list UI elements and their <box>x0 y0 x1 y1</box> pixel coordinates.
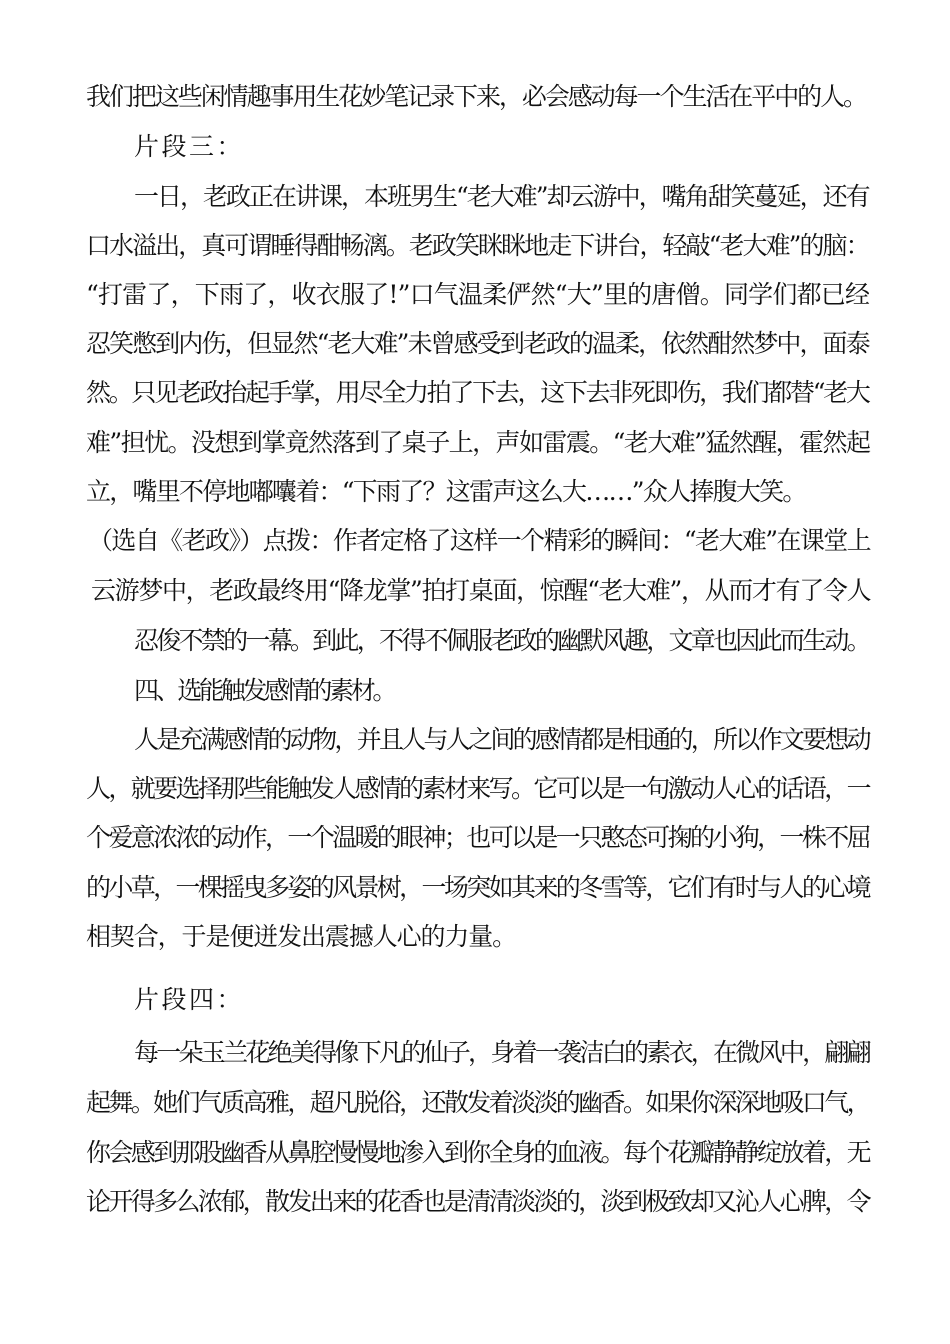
text-line: （选自《老政》）点拨：作者定格了这样一个精彩的瞬间：“老大难”在课堂上 <box>88 526 871 555</box>
section-heading: 片段四： <box>134 985 245 1014</box>
text-line: 然。只见老政抬起手掌，用尽全力拍了下去，这下去非死即伤，我们都替“老大 <box>86 378 869 407</box>
text-line: 相契合，于是便迸发出震撼人心的力量。 <box>86 922 517 951</box>
text-line: 每一朵玉兰花绝美得像下凡的仙子，身着一袭洁白的素衣，在微风中，翩翩 <box>134 1038 869 1067</box>
text-line: 忍笑憋到内伤，但显然“老大难”未曾感受到老政的温柔，依然酣然梦中，面泰 <box>86 329 869 358</box>
text-line: 忍俊不禁的一幕。到此，不得不佩服老政的幽默风趣，文章也因此而生动。 <box>134 626 869 655</box>
text-line: 你会感到那股幽香从鼻腔慢慢地渗入到你全身的血液。每个花瓣静静绽放着，无 <box>86 1138 869 1167</box>
text-line: 起舞。她们气质高雅，超凡脱俗，还散发着淡淡的幽香。如果你深深地吸口气， <box>86 1088 869 1117</box>
section-heading: 片段三： <box>134 132 245 161</box>
text-line: 云游梦中，老政最终用“降龙掌”拍打桌面，惊醒“老大难”，从而才有了令人 <box>91 576 871 605</box>
text-line: 口水溢出，真可谓睡得酣畅漓。老政笑眯眯地走下讲台，轻敲“老大难”的脑： <box>86 231 869 260</box>
text-line: 个爱意浓浓的动作，一个温暖的眼神；也可以是一只憨态可掬的小狗，一株不屈 <box>86 823 869 852</box>
text-line: “打雷了，下雨了，收衣服了!”口气温柔俨然“大”里的唐僧。同学们都已经 <box>86 280 870 309</box>
text-line: 我们把这些闲情趣事用生花妙笔记录下来，必会感动每一个生活在平中的人。 <box>86 82 866 111</box>
text-line: 人，就要选择那些能触发人感情的素材来写。它可以是一句激动人心的话语，一 <box>86 774 869 803</box>
section-heading: 四、选能触发感情的素材。 <box>134 676 395 705</box>
text-line: 一日，老政正在讲课，本班男生“老大难”却云游中，嘴角甜笑蔓延，还有 <box>134 182 869 211</box>
text-line: 立，嘴里不停地嘟囔着：“下雨了？这雷声这么大……”众人捧腹大笑。 <box>86 477 806 506</box>
text-line: 论开得多么浓郁，散发出来的花香也是清清淡淡的，淡到极致却又沁人心脾，令 <box>86 1187 869 1216</box>
text-line: 人是充满感情的动物，并且人与人之间的感情都是相通的，所以作文要想动 <box>134 725 869 754</box>
text-line: 的小草，一棵摇曳多姿的风景树，一场突如其来的冬雪等，它们有时与人的心境 <box>86 873 869 902</box>
text-line: 难”担忧。没想到掌竟然落到了桌子上，声如雷震。“老大难”猛然醒，霍然起 <box>86 428 870 457</box>
